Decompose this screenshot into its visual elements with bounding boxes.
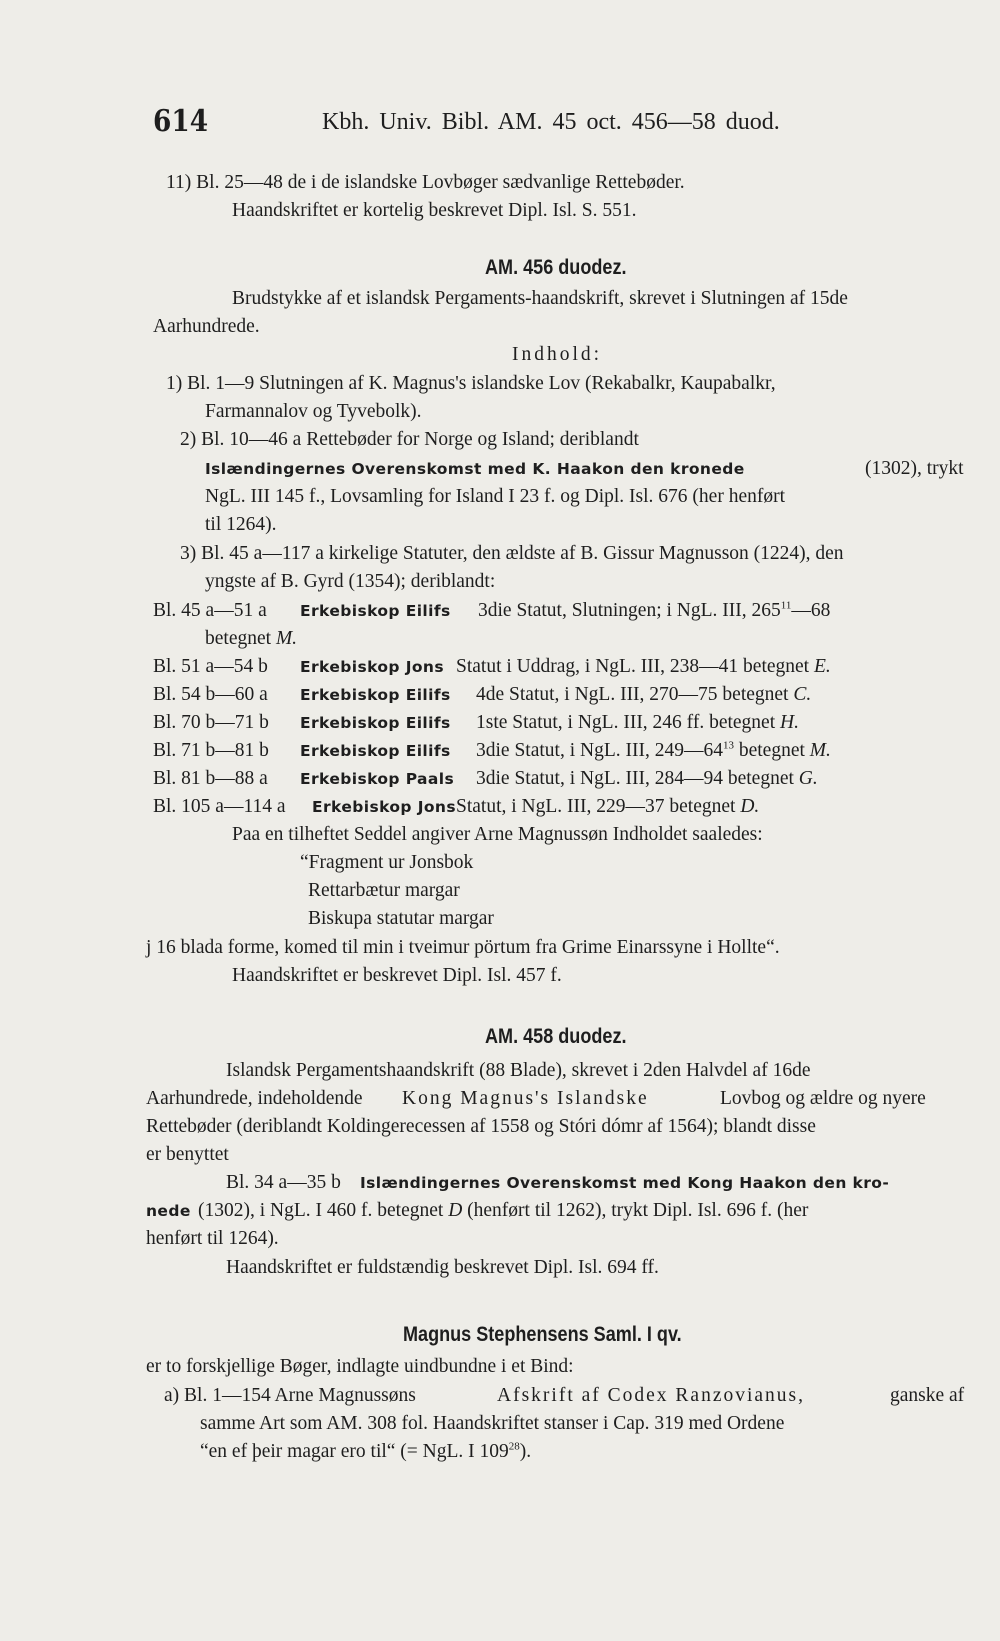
contents-label: Indhold:	[512, 344, 603, 365]
text-line: 11) Bl. 25—48 de i de islandske Lovbøger sædvanlige Rettebøder.	[166, 172, 685, 193]
quote-line: j 16 blada forme, komed til min i tveimur pörtum fra Grime Einarssyne i Hollte“.	[146, 937, 780, 958]
text-line: Haandskriftet er kortelig beskrevet Dipl. Isl. S. 551.	[232, 200, 637, 221]
text-line: samme Art som AM. 308 fol. Haandskriftet stanser i Cap. 319 med Ordene	[200, 1413, 785, 1434]
text-line: “en ef þeir magar ero til“ (= NgL. I $109^{28}$).	[200, 1440, 532, 1462]
text-line: Islændingernes Overenskomst med K. Haakon den kronede (1302), trykt	[205, 458, 964, 479]
text-line: Aarhundrede, indeholdende Kong Magnus's Islandske Lovbog og ældre og nyere	[146, 1088, 926, 1109]
page-number: 614	[153, 104, 209, 139]
statute-entry: Bl. 51 a—54 b Erkebiskop Jons Statut i Uddrag, i NgL. III, 238—41 betegnet E.	[153, 656, 831, 677]
text-line: Farmannalov og Tyvebolk).	[205, 401, 422, 422]
text-line: er to forskjellige Bøger, indlagte uindbundne i et Bind:	[146, 1356, 574, 1377]
statute-entry: Bl. 81 b—88 a Erkebiskop Paals 3die Statut, i NgL. III, 284—94 betegnet G.	[153, 768, 818, 789]
text-line: til 1264).	[205, 514, 277, 535]
text-line: Brudstykke af et islandsk Pergaments-haandskrift, skrevet i Slutningen af 15de	[232, 288, 848, 309]
text-line: Haandskriftet er beskrevet Dipl. Isl. 457 f.	[232, 965, 562, 986]
statute-entry: Bl. 71 b—81 b Erkebiskop Eilifs 3die Statut, i NgL. III, $249—64^{13}$ betegnet M.	[153, 739, 831, 761]
statute-entry: Bl. 54 b—60 a Erkebiskop Eilifs 4de Statut, i NgL. III, 270—75 betegnet C.	[153, 684, 812, 705]
text-line: Paa en tilheftet Seddel angiver Arne Magnussøn Indholdet saaledes:	[232, 824, 763, 845]
section-heading: AM. 458 duodez.	[485, 1025, 627, 1048]
running-header	[0, 104, 1000, 140]
text-line: Islandsk Pergamentshaandskrift (88 Blade), skrevet i 2den Halvdel af 16de	[226, 1060, 811, 1081]
text-line: NgL. III 145 f., Lovsamling for Island I 23 f. og Dipl. Isl. 676 (her henført	[205, 486, 786, 507]
statute-entry: Bl. 105 a—114 a Erkebiskop Jons Statut, i NgL. III, 229—37 betegnet D.	[153, 796, 760, 817]
text-line: a) Bl. 1—154 Arne Magnussøns Afskrift af Codex Ranzovianus, ganske af	[164, 1385, 965, 1406]
quote-line: Rettarbætur margar	[308, 880, 460, 901]
quote-line: Biskupa statutar margar	[308, 908, 494, 929]
text-line: Rettebøder (deriblandt Koldingerecessen af 1558 og Stóri dómr af 1564); blandt disse	[146, 1116, 816, 1137]
text-line: nede (1302), i NgL. I 460 f. betegnet D (henført til 1262), trykt Dipl. Isl. 696 f. (her	[146, 1200, 809, 1221]
running-title: Kbh. Univ. Bibl. AM. 45 oct. 456—58 duod.	[322, 109, 780, 135]
text-line: Haandskriftet er fuldstændig beskrevet Dipl. Isl. 694 ff.	[226, 1257, 659, 1278]
text-line: Bl. 34 a—35 b Islændingernes Overenskomst med Kong Haakon den kro-	[226, 1172, 890, 1193]
section-heading: Magnus Stephensens Saml. I qv.	[403, 1323, 682, 1346]
quote-line: “Fragment ur Jonsbok	[300, 852, 474, 873]
text-line: Aarhundrede.	[153, 316, 260, 337]
text-line: yngste af B. Gyrd (1354); deriblandt:	[205, 571, 496, 592]
text-line: er benyttet	[146, 1144, 229, 1165]
text-line: betegnet M.	[205, 628, 298, 649]
text-line: 3) Bl. 45 a—117 a kirkelige Statuter, den ældste af B. Gissur Magnusson (1224), den	[180, 543, 844, 564]
text-line: henført til 1264).	[146, 1228, 279, 1249]
statute-entry: Bl. 45 a—51 a Erkebiskop Eilifs 3die Statut, Slutningen; i NgL. III, $265^{11}—68$	[153, 599, 831, 621]
statute-entry: Bl. 70 b—71 b Erkebiskop Eilifs 1ste Statut, i NgL. III, 246 ff. betegnet H.	[153, 712, 799, 733]
section-heading: AM. 456 duodez.	[485, 256, 627, 279]
text-line: 1) Bl. 1—9 Slutningen af K. Magnus's islandske Lov (Rekabalkr, Kaupabalkr,	[166, 373, 776, 394]
text-line: 2) Bl. 10—46 a Rettebøder for Norge og Island; deriblandt	[180, 429, 639, 450]
